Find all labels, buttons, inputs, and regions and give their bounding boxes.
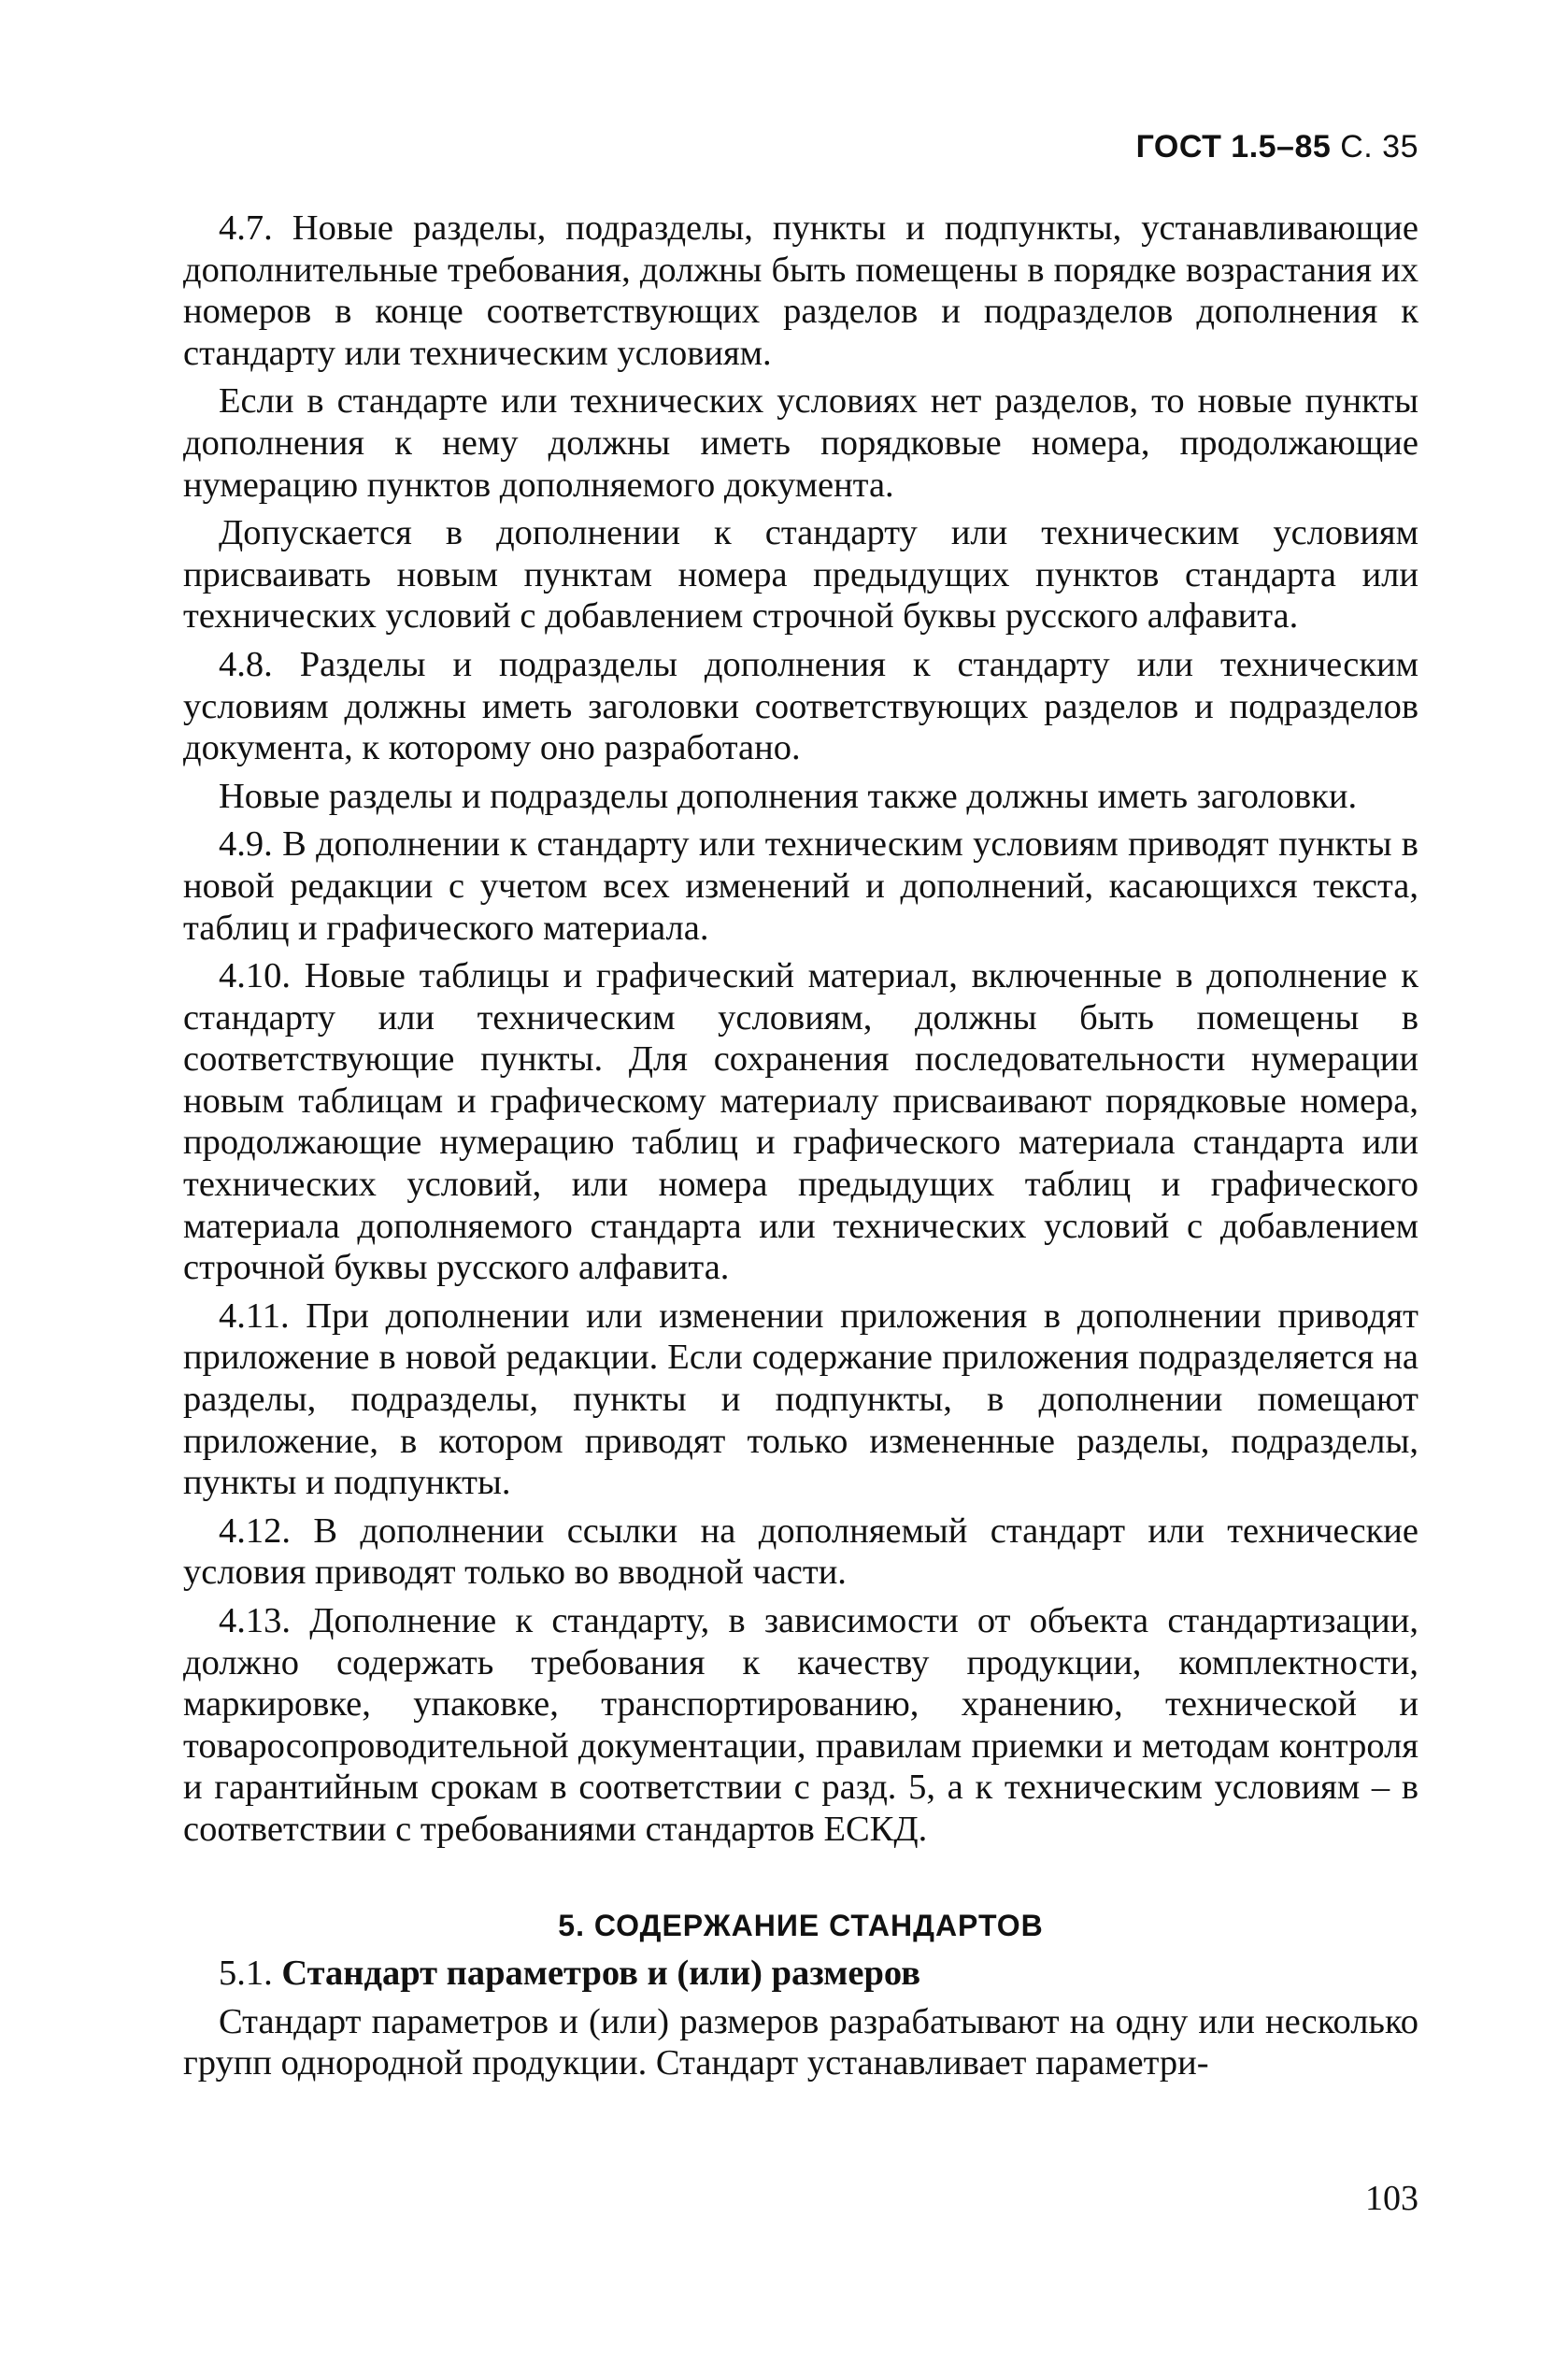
paragraph: Допускается в дополнении к стандарту или техническим условиям присваивать новым пунктам номера предыдущих пунктов стандарта или технических условий с добавлением строчной буквы русского алфавита. xyxy=(183,513,1418,637)
paragraph-5-1: Стандарт параметров и (или) размеров разрабатывают на одну или несколько групп однородной продукции. Стандарт устанавливает параметри- xyxy=(183,2001,1418,2083)
section-title: 5. СОДЕРЖАНИЕ СТАНДАРТОВ xyxy=(558,1908,1044,1942)
paragraph-4-13: 4.13. Дополнение к стандарту, в зависимости от объекта стандартизации, должно содержать требования к качеству продукции, комплектности, маркировке, упаковке, транспортированию, хранению, технической и товаросопроводительной документации, правилам приемки и методам контроля и гарантийным срокам в соответствии с разд. 5, а к техническим условиям – в соответствии с требованиями стандартов ЕСКД. xyxy=(183,1601,1418,1849)
paragraph-4-9: 4.9. В дополнении к стандарту или техническим условиям приводят пункты в новой редакции с учетом всех изменений и дополнений, касающихся текста, таблиц и графического материала. xyxy=(183,824,1418,948)
running-header xyxy=(1136,129,1418,165)
page-reference: С. 35 xyxy=(1340,129,1418,165)
paragraph-4-7: 4.7. Новые разделы, подразделы, пункты и подпункты, устанавливающие дополнительные требования, должны быть помещены в порядке возрастания их номеров в конце соответствующих разделов и подразделов дополнения к стандарту или техническим условиям. xyxy=(183,208,1418,373)
paragraph: Если в стандарте или технических условиях нет разделов, то новые пункты дополнения к нему должны иметь порядковые номера, продолжающие нумерацию пунктов дополняемого документа. xyxy=(183,381,1418,505)
subsection-title: Стандарт параметров и (или) размеров xyxy=(281,1954,920,1994)
paragraph-4-11: 4.11. При дополнении или изменении приложения в дополнении приводят приложение в новой редакции. Если содержание приложения подразделяется на разделы, подразделы, пункты и подпункты, в дополнении помещают приложение, в котором приводят только измененные разделы, подразделы, пункты и подпункты. xyxy=(183,1296,1418,1503)
subsection-heading xyxy=(183,1953,1418,1995)
subsection-number: 5.1. xyxy=(219,1954,273,1994)
standard-code: ГОСТ 1.5–85 xyxy=(1135,129,1332,165)
paragraph-4-8: 4.8. Разделы и подразделы дополнения к стандарту или техническим условиям должны иметь заголовки соответствующих разделов и подразделов документа, к которому оно разработано. xyxy=(183,644,1418,768)
page-number: 103 xyxy=(1365,2179,1418,2218)
paragraph: Новые разделы и подразделы дополнения также должны иметь заголовки. xyxy=(219,776,1358,816)
document-body xyxy=(183,208,1418,2084)
paragraph-4-10: 4.10. Новые таблицы и графический материал, включенные в дополнение к стандарту или техническим условиям, должны быть помещены в соответствующие пункты. Для сохранения последовательности нумерации новым таблицам и графическому материалу присваивают порядковые номера, продолжающие нумерацию таблиц и графического материала стандарта или технических условий, или номера предыдущих таблиц и графического материала дополняемого стандарта или технических условий с добавлением строчной буквы русского алфавита. xyxy=(183,956,1418,1288)
paragraph-4-12: 4.12. В дополнении ссылки на дополняемый стандарт или технические условия приводят только во вводной части. xyxy=(183,1510,1418,1593)
